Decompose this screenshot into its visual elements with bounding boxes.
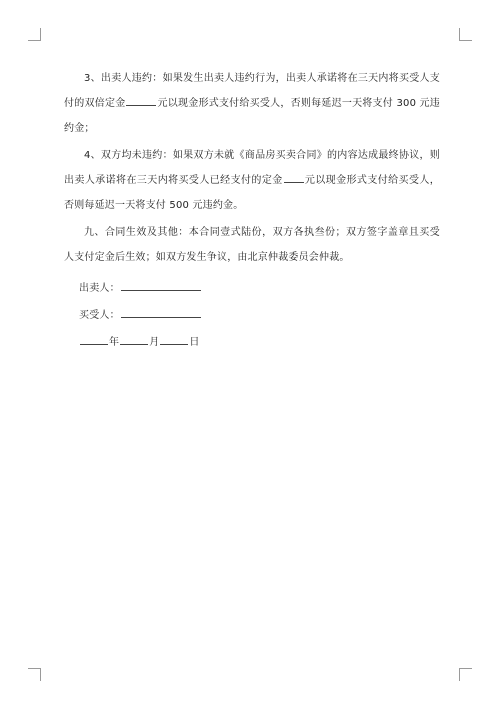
date-line xyxy=(64,330,440,355)
buyer-signature-blank xyxy=(121,307,201,318)
amount-blank xyxy=(126,95,156,106)
clause-no-breach-text-b: 元以现金形式支付给买受人，否则每延迟一天将支付 500 元违约金。 xyxy=(64,175,440,211)
day-label: 日 xyxy=(189,337,200,348)
seller-label: 出卖人： xyxy=(79,283,120,294)
day-blank xyxy=(160,334,188,345)
seller-signature-blank xyxy=(121,280,201,291)
clause-seller-breach-text-a: 3、出卖人违约：如果发生出卖人违约行为，出卖人承诺将在三天内将买受人支付的双倍定金 xyxy=(64,73,440,109)
month-label: 月 xyxy=(149,337,160,348)
seller-signature-line xyxy=(64,276,440,301)
crop-mark-top-right xyxy=(459,28,472,41)
document-body xyxy=(64,66,440,355)
clause-effectiveness-text: 九、合同生效及其他：本合同壹式陆份，双方各执叁份；双方签字盖章且买受人支付定金后生效；如双方发生争议，由北京仲裁委员会仲裁。 xyxy=(64,227,440,263)
clause-seller-breach-text-b: 元以现金形式支付给买受人，否则每延迟一天将支付 300 元违约金； xyxy=(64,98,440,134)
buyer-signature-line xyxy=(64,303,440,328)
clause-effectiveness xyxy=(64,220,440,270)
crop-mark-top-left xyxy=(28,28,41,41)
crop-mark-bottom-right xyxy=(459,668,472,681)
year-blank xyxy=(80,334,108,345)
crop-mark-bottom-left xyxy=(28,668,41,681)
deposit-blank xyxy=(284,172,304,183)
buyer-label: 买受人： xyxy=(79,310,120,321)
clause-no-breach-text-a: 4、双方均未违约：如果双方未就《商品房买卖合同》的内容达成最终协议，则出卖人承诺将在三天内将买受人已经支付的定金 xyxy=(64,150,440,186)
clause-no-breach xyxy=(64,143,440,218)
clause-seller-breach xyxy=(64,66,440,141)
month-blank xyxy=(120,334,148,345)
year-label: 年 xyxy=(109,337,120,348)
